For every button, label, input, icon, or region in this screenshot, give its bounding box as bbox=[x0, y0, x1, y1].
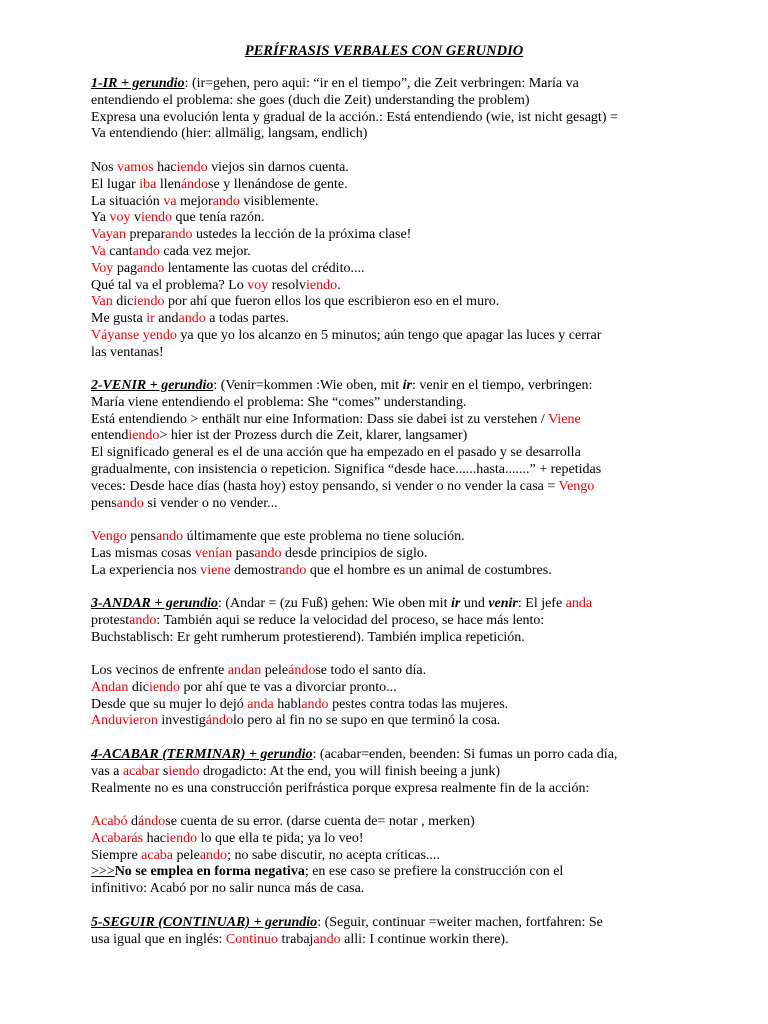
text-run: infinitivo: Acabó por no salir nunca más de casa. bbox=[91, 881, 365, 897]
highlighted-text: ando bbox=[199, 847, 228, 863]
text-run: alli: I continue workin there). bbox=[340, 931, 509, 947]
text-run: und bbox=[460, 596, 489, 611]
text-run: por ahí que te vas a divorciar pronto... bbox=[180, 679, 397, 695]
highlighted-text: ando bbox=[165, 227, 193, 243]
text-run: s bbox=[159, 763, 169, 779]
text-run: investig bbox=[157, 713, 206, 729]
text-run: hac bbox=[153, 160, 177, 175]
text-run: ; no sabe discutir, no acepta críticas.... bbox=[227, 847, 440, 863]
text-line bbox=[91, 76, 691, 93]
text-run: lentamente las cuotas del crédito.... bbox=[164, 260, 365, 276]
text-run: cant bbox=[105, 243, 133, 259]
text-run: demostr bbox=[230, 562, 280, 578]
text-run: Las mismas cosas bbox=[91, 545, 195, 561]
highlighted-text: voy bbox=[109, 210, 131, 226]
highlighted-text: iba bbox=[139, 176, 157, 192]
highlighted-text: Vayan bbox=[91, 227, 126, 243]
section-heading: 1-IR + gerundio bbox=[91, 76, 185, 91]
text-line bbox=[91, 160, 691, 177]
highlighted-text: viene bbox=[200, 562, 231, 578]
text-run: se cuenta de su error. (darse cuenta de= notar , merken) bbox=[165, 814, 475, 829]
text-run: drogadicto: At the end, you will finish beeing a junk) bbox=[199, 763, 501, 779]
paragraph bbox=[91, 529, 691, 579]
highlighted-text: Andan bbox=[91, 679, 129, 695]
text-line bbox=[91, 428, 691, 445]
paragraph bbox=[91, 747, 691, 797]
text-run: > hier ist der Prozess durch die Zeit, klarer, langsamer) bbox=[159, 428, 468, 444]
text-run: por ahí que fueron ellos los que escribieron eso en el muro. bbox=[164, 294, 500, 310]
text-run: : venir en el tiempo, verbringen: bbox=[411, 378, 593, 393]
text-line bbox=[91, 831, 691, 848]
highlighted-text: anda bbox=[565, 596, 593, 611]
highlighted-text: ándo bbox=[288, 663, 316, 678]
text-run: Buchstablisch: Er geht rumherum protestierend). También implica repetición. bbox=[91, 629, 525, 645]
highlighted-text: Vengo bbox=[558, 478, 595, 494]
text-line bbox=[91, 613, 691, 630]
text-run: trabaj bbox=[278, 931, 314, 947]
text-run: : (Seguir, continuar =weiter machen, fortfahren: Se bbox=[317, 915, 603, 930]
highlighted-text: iendo bbox=[133, 294, 165, 310]
text-line bbox=[91, 462, 691, 479]
text-run: mejor bbox=[176, 193, 213, 209]
text-line bbox=[91, 747, 691, 764]
text-run: Desde que su mujer lo dejó bbox=[91, 696, 248, 712]
text-line bbox=[91, 630, 691, 647]
text-line bbox=[91, 479, 691, 496]
text-run: hac bbox=[143, 830, 167, 846]
text-run: pens bbox=[91, 495, 117, 511]
highlighted-text: Anduvieron bbox=[91, 713, 158, 729]
text-run: pens bbox=[126, 529, 156, 544]
text-run: las ventanas! bbox=[91, 344, 164, 360]
section-heading: 4-ACABAR (TERMINAR) + gerundio bbox=[91, 747, 313, 762]
text-line bbox=[91, 932, 691, 949]
text-line bbox=[91, 278, 691, 295]
text-run: pele bbox=[261, 663, 289, 678]
highlighted-text: ando bbox=[212, 193, 240, 209]
text-run: llen bbox=[156, 176, 181, 192]
text-run: Me gusta bbox=[91, 311, 147, 327]
text-run: Siempre bbox=[91, 847, 142, 863]
text-run: Está entendiendo > enthält nur eine Information: Dass sie dabei ist zu verstehen / bbox=[91, 411, 549, 427]
paragraph bbox=[91, 663, 691, 730]
text-run: v bbox=[130, 210, 141, 226]
text-line bbox=[91, 713, 691, 730]
highlighted-text: Va bbox=[91, 243, 106, 259]
text-run: cada vez mejor. bbox=[159, 243, 251, 259]
text-line bbox=[91, 126, 691, 143]
paragraph bbox=[91, 814, 691, 898]
text-line bbox=[91, 764, 691, 781]
highlighted-text: ando bbox=[313, 931, 341, 947]
highlighted-text: ando bbox=[155, 529, 184, 544]
highlighted-text: venían bbox=[194, 545, 233, 561]
text-run: venir bbox=[488, 596, 518, 611]
text-line bbox=[91, 244, 691, 261]
highlighted-text: ando bbox=[116, 495, 144, 511]
highlighted-text: iendo bbox=[176, 160, 208, 175]
text-line bbox=[91, 663, 691, 680]
highlighted-text: va bbox=[163, 193, 177, 209]
highlighted-text: iendo bbox=[128, 428, 160, 444]
text-run: habl bbox=[273, 696, 302, 712]
text-run: and bbox=[154, 311, 179, 327]
text-run: Ya bbox=[91, 210, 110, 226]
highlighted-text: ir bbox=[146, 311, 155, 327]
text-run: que el hombre es un animal de costumbres. bbox=[306, 562, 552, 578]
text-line bbox=[91, 294, 691, 311]
text-run: vas a bbox=[91, 763, 123, 779]
text-run: El lugar bbox=[91, 176, 140, 192]
text-line bbox=[91, 93, 691, 110]
highlighted-text: ando bbox=[137, 260, 165, 276]
highlighted-text: Acabarás bbox=[91, 830, 144, 846]
paragraph bbox=[91, 76, 691, 143]
text-run: prepar bbox=[126, 227, 166, 243]
text-run: usa igual que en inglés: bbox=[91, 931, 226, 947]
text-run: El significado general es el de una acción que ha empezado en el pasado y se desarrolla bbox=[91, 445, 581, 461]
text-line bbox=[91, 680, 691, 697]
text-line bbox=[91, 110, 691, 127]
section-heading: 3-ANDAR + gerundio bbox=[91, 596, 218, 611]
text-run: ; en ese caso se prefiere la construcción con el bbox=[304, 864, 564, 880]
text-line bbox=[91, 194, 691, 211]
highlighted-text: ando bbox=[178, 311, 206, 327]
text-run: gradualmente, con insistencia o repeticion. Significa “desde hace......hasta.......” + repetidas bbox=[91, 461, 602, 477]
text-run: que tenía razón. bbox=[172, 210, 265, 226]
text-line bbox=[91, 345, 691, 362]
text-run: lo pero al fin no se supo en que terminó la cosa. bbox=[232, 713, 501, 729]
text-run: se y llenándose de gente. bbox=[208, 176, 348, 192]
text-run: pag bbox=[113, 260, 138, 276]
paragraph bbox=[91, 160, 691, 362]
text-line bbox=[91, 781, 691, 798]
text-run: últimamente que este problema no tiene solución. bbox=[183, 529, 465, 544]
highlighted-text: ándo bbox=[205, 713, 233, 729]
text-line bbox=[91, 563, 691, 580]
text-run: entendiendo el problema: she goes (duch die Zeit) understanding the problem) bbox=[91, 92, 530, 108]
text-line bbox=[91, 848, 691, 865]
highlighted-text: Váyanse yendo bbox=[91, 327, 177, 343]
paragraph bbox=[91, 596, 691, 646]
text-line bbox=[91, 864, 691, 881]
text-run: veces: Desde hace días (hasta hoy) estoy pensando, si vender o no vender la casa = bbox=[91, 478, 559, 494]
section-heading: 2-VENIR + gerundio bbox=[91, 378, 214, 393]
text-run: Nos bbox=[91, 160, 118, 175]
highlighted-text: iendo bbox=[306, 277, 338, 293]
text-run: d bbox=[127, 814, 139, 829]
text-line bbox=[91, 177, 691, 194]
text-line bbox=[91, 210, 691, 227]
highlighted-text: iendo bbox=[168, 763, 200, 779]
text-run: ya que yo los alcanzo en 5 minutos; aún tengo que apagar las luces y cerrar bbox=[176, 327, 602, 343]
highlighted-text: Van bbox=[91, 294, 113, 310]
text-run: Expresa una evolución lenta y gradual de la acción.: Está entendiendo (wie, ist nicht gesagt) = bbox=[91, 109, 618, 125]
text-line bbox=[91, 881, 691, 898]
text-line bbox=[91, 395, 691, 412]
text-line bbox=[91, 412, 691, 429]
text-line bbox=[91, 915, 691, 932]
text-line bbox=[91, 596, 691, 613]
text-run: : También aqui se reduce la velocidad del proceso, se hace más lento: bbox=[156, 612, 545, 628]
text-run: Qué tal va el problema? Lo bbox=[91, 277, 248, 293]
text-run: . bbox=[337, 277, 341, 293]
text-run: ir bbox=[402, 378, 412, 393]
highlighted-text: ando bbox=[254, 545, 282, 561]
text-run: a todas partes. bbox=[205, 311, 289, 327]
text-run: entend bbox=[91, 428, 129, 444]
text-run: María viene entendiendo el problema: She “comes” understanding. bbox=[91, 394, 467, 410]
highlighted-text: ando bbox=[301, 696, 329, 712]
highlighted-text: ando bbox=[279, 562, 307, 578]
text-run: se todo el santo día. bbox=[315, 663, 427, 678]
highlighted-text: andan bbox=[227, 663, 262, 678]
text-run: >>> bbox=[91, 864, 115, 880]
section-heading: 5-SEGUIR (CONTINUAR) + gerundio bbox=[91, 915, 318, 930]
text-line bbox=[91, 311, 691, 328]
text-line bbox=[91, 814, 691, 831]
text-run: pestes contra todas las mujeres. bbox=[328, 696, 509, 712]
text-line bbox=[91, 529, 691, 546]
text-run: lo que ella te pida; ya lo veo! bbox=[197, 830, 364, 846]
highlighted-text: Vengo bbox=[91, 529, 127, 544]
text-run: pas bbox=[232, 545, 255, 561]
highlighted-text: Viene bbox=[548, 411, 581, 427]
highlighted-text: Acabó bbox=[91, 814, 128, 829]
highlighted-text: Voy bbox=[91, 260, 114, 276]
text-run: resolv bbox=[268, 277, 306, 293]
text-run: La experiencia nos bbox=[91, 562, 201, 578]
highlighted-text: ando bbox=[129, 612, 157, 628]
text-line bbox=[91, 261, 691, 278]
text-run: viejos sin darnos cuenta. bbox=[207, 160, 349, 175]
highlighted-text: voy bbox=[247, 277, 269, 293]
text-run: : (ir=gehen, pero aqui: “ir en el tiempo”, die Zeit verbringen: María va bbox=[184, 76, 579, 91]
text-line bbox=[91, 378, 691, 395]
document-title: PERÍFRASIS VERBALES CON GERUNDIO bbox=[244, 43, 524, 59]
highlighted-text: Continuo bbox=[225, 931, 279, 947]
highlighted-text: acaba bbox=[141, 847, 174, 863]
highlighted-text: iendo bbox=[140, 210, 173, 226]
highlighted-text: iendo bbox=[166, 830, 198, 846]
paragraph bbox=[91, 915, 691, 949]
highlighted-text: acabar bbox=[122, 763, 160, 779]
text-run: dic bbox=[112, 294, 134, 310]
highlighted-text: vamos bbox=[117, 160, 154, 175]
text-run: : (Venir=kommen :Wie oben, mit bbox=[213, 378, 403, 393]
text-run: desde principios de siglo. bbox=[281, 545, 428, 561]
text-run: La situación bbox=[91, 193, 164, 209]
highlighted-text: iendo bbox=[148, 679, 181, 695]
paragraph bbox=[91, 378, 691, 512]
text-line bbox=[91, 227, 691, 244]
text-line bbox=[91, 496, 691, 513]
text-line bbox=[91, 328, 691, 345]
text-run: Los vecinos de enfrente bbox=[91, 663, 228, 678]
text-run: visiblemente. bbox=[239, 193, 319, 209]
text-run: Realmente no es una construcción perifrástica porque expresa realmente fin de la acción: bbox=[91, 780, 590, 796]
highlighted-text: ando bbox=[132, 243, 160, 259]
text-line bbox=[91, 697, 691, 714]
text-line bbox=[91, 445, 691, 462]
highlighted-text: ándo bbox=[138, 814, 166, 829]
text-run: si vender o no vender... bbox=[143, 495, 278, 511]
text-run: Va entendiendo (hier: allmälig, langsam, endlich) bbox=[91, 126, 368, 142]
text-run: ir bbox=[450, 596, 461, 611]
text-run: : (acabar=enden, beenden: Si fumas un porro cada día, bbox=[312, 747, 618, 762]
highlighted-text: ándo bbox=[180, 176, 209, 192]
text-run: pele bbox=[173, 847, 200, 863]
text-run: : El jefe bbox=[517, 596, 566, 611]
text-run: No se emplea en forma negativa bbox=[114, 864, 305, 880]
text-line bbox=[91, 546, 691, 563]
text-run: : (Andar = (zu Fuß) gehen: Wie oben mit bbox=[218, 596, 451, 611]
text-run: dic bbox=[128, 679, 149, 695]
highlighted-text: anda bbox=[247, 696, 274, 712]
text-run: protest bbox=[91, 612, 130, 628]
text-run: ustedes la lección de la próxima clase! bbox=[192, 227, 412, 243]
